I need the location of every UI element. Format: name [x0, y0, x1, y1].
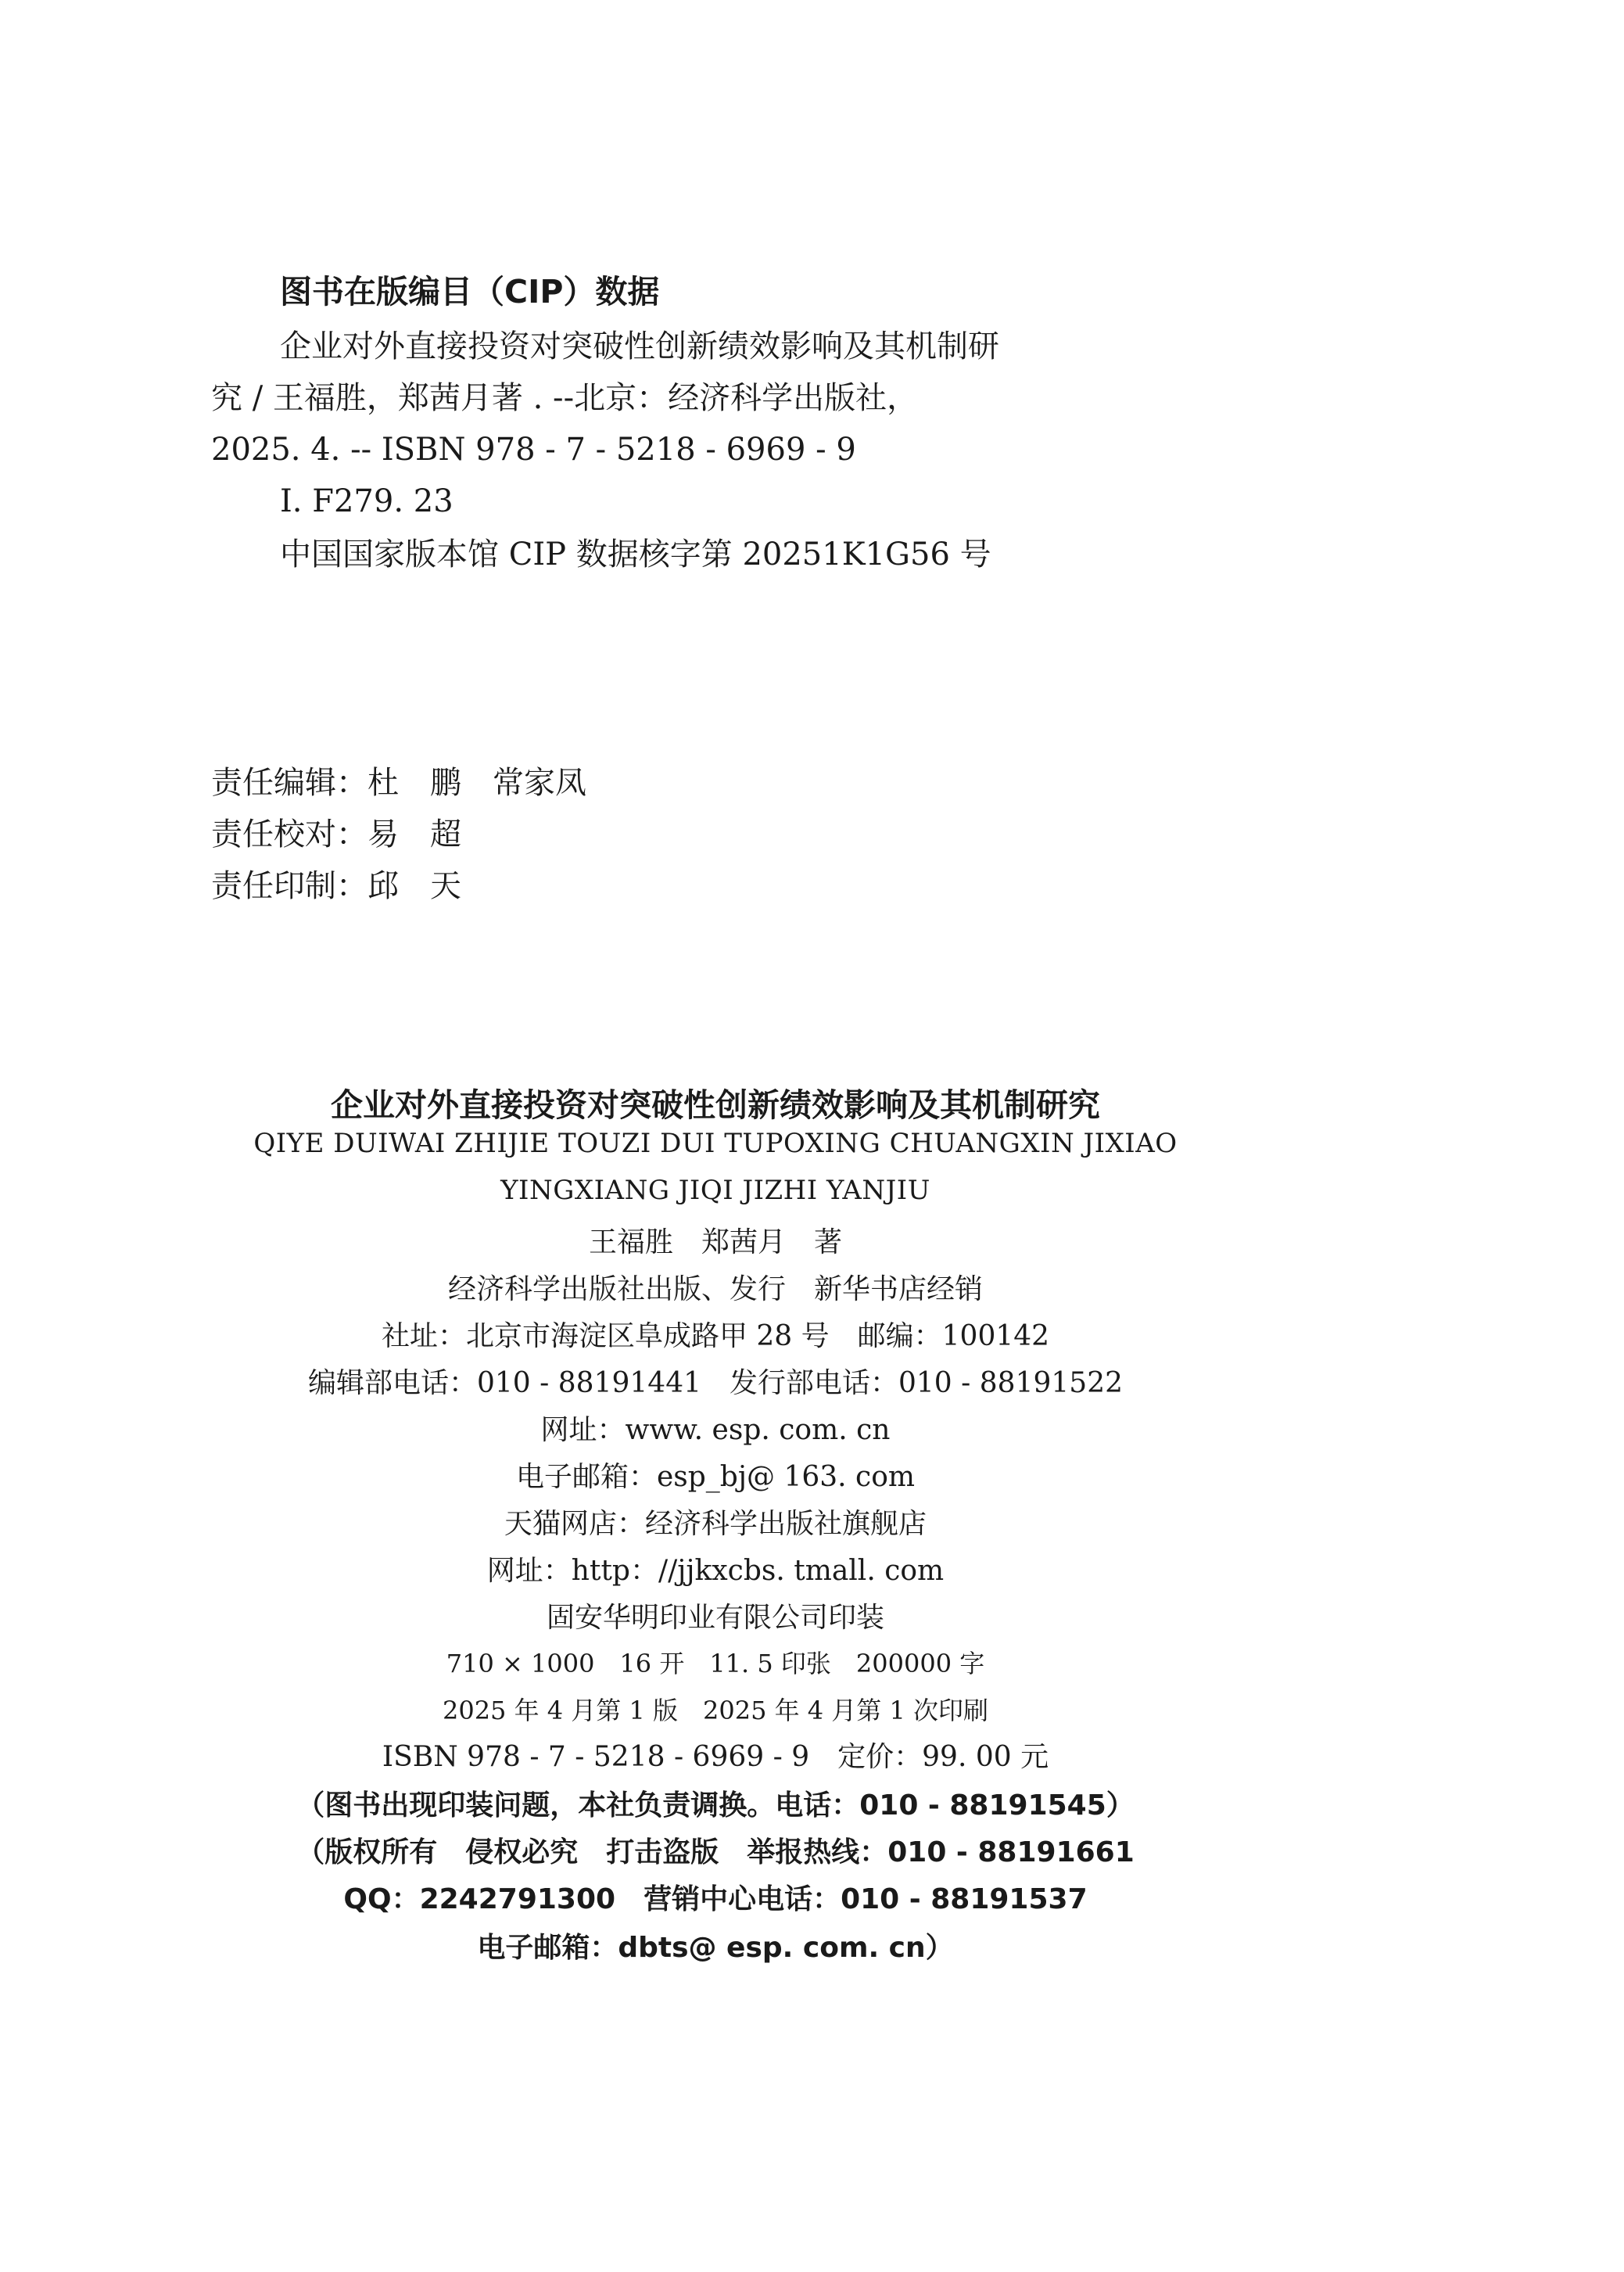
printer-line: 固安华明印业有限公司印装 [546, 1602, 884, 1634]
publisher-line: 经济科学出版社出版、发行 新华书店经销 [447, 1273, 983, 1305]
isbn-price-line: ISBN 978 - 7 - 5218 - 6969 - 9 定价：99. 00 元 [382, 1741, 1049, 1773]
cip-line: 2025. 4. -- ISBN 978 - 7 - 5218 - 6969 - 9 [211, 432, 856, 468]
authors: 王福胜 郑茜月 著 [588, 1226, 842, 1258]
notice-line: （版权所有 侵权必究 打击盗版 举报热线：010 - 88191661 [296, 1836, 1135, 1868]
website-line: 网址：www. esp. com. cn [540, 1414, 891, 1446]
notice-line: （图书出现印装问题，本社负责调换。电话：010 - 88191545） [296, 1789, 1135, 1822]
edition-line: 2025 年 4 月第 1 版 2025 年 4 月第 1 次印刷 [442, 1696, 989, 1725]
cip-line: 企业对外直接投资对突破性创新绩效影响及其机制研 [280, 328, 999, 364]
specs-line: 710 × 1000 16 开 11. 5 印张 200000 字 [446, 1649, 985, 1678]
editor-value: 杜 鹏 常家凤 [367, 765, 586, 801]
pinyin-title-line: QIYE DUIWAI ZHIJIE TOUZI DUI TUPOXING CHUANGXIN JIXIAO [253, 1128, 1178, 1159]
tmall-store-line: 天猫网店：经济科学出版社旗舰店 [504, 1508, 927, 1540]
editor-value: 易 超 [367, 817, 461, 852]
editor-label: 责任校对： [211, 817, 367, 852]
editor-row [211, 860, 461, 912]
editor-row [211, 757, 586, 809]
address-line: 社址：北京市海淀区阜成路甲 28 号 邮编：100142 [381, 1320, 1050, 1352]
cip-line: Ⅰ. F279. 23 [280, 483, 454, 519]
cip-line: 中国国家版本馆 CIP 数据核字第 20251K1G56 号 [280, 537, 991, 572]
phone-line: 编辑部电话：010 - 88191441 发行部电话：010 - 88191522 [308, 1367, 1123, 1399]
cip-heading: 图书在版编目（CIP）数据 [280, 273, 660, 310]
book-title: 企业对外直接投资对突破性创新绩效影响及其机制研究 [331, 1086, 1100, 1124]
editor-value: 邱 天 [367, 868, 461, 904]
notice-line: QQ：2242791300 营销中心电话：010 - 88191537 [343, 1883, 1088, 1915]
cip-line: 究 / 王福胜，郑茜月著 . --北京：经济科学出版社， [211, 380, 919, 416]
pinyin-title-line: YINGXIANG JIQI JIZHI YANJIU [500, 1175, 930, 1206]
email-line: 电子邮箱：esp_bj@ 163. com [515, 1461, 916, 1493]
tmall-website-line: 网址：http：//jjkxcbs. tmall. com [486, 1555, 945, 1587]
notice-line: 电子邮箱：dbts@ esp. com. cn） [477, 1932, 954, 1964]
editor-label: 责任编辑： [211, 765, 367, 801]
editor-label: 责任印制： [211, 868, 367, 904]
editor-row [211, 809, 461, 860]
